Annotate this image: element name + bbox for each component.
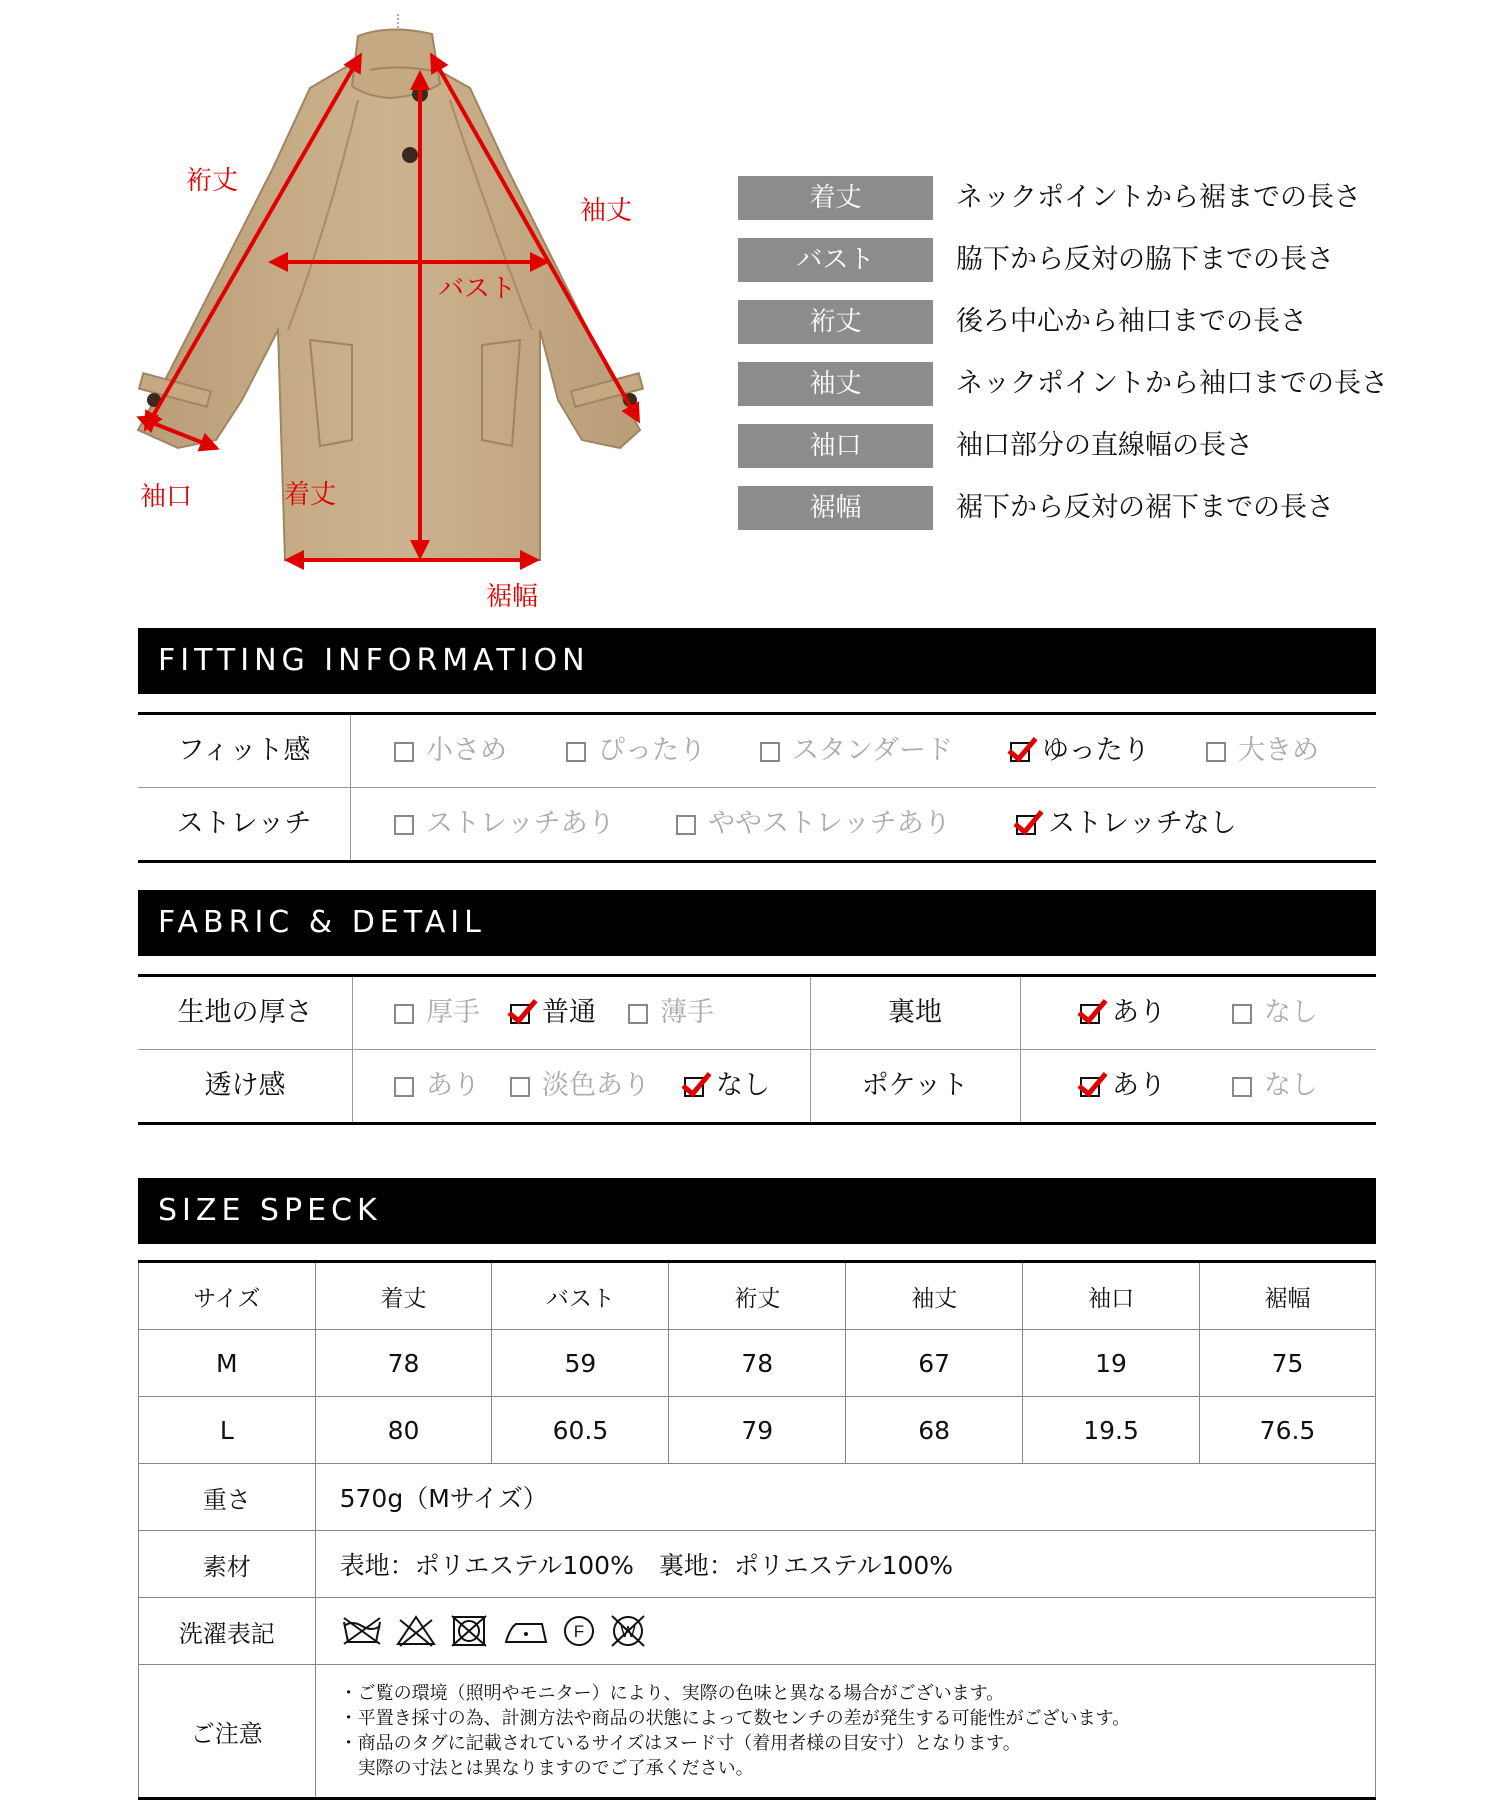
legend-key: 袖丈 — [738, 362, 933, 406]
fabric-header: FABRIC & DETAIL — [138, 890, 1376, 956]
header-cell: 着丈 — [315, 1262, 492, 1330]
header-cell: 裾幅 — [1200, 1262, 1376, 1330]
note-line: ・平置き採寸の為、計測方法や商品の状態によって数センチの差が発生する可能性がございます。 — [339, 1708, 1131, 1729]
notes-label: ご注意 — [139, 1665, 316, 1799]
legend-desc: ネックポイントから裾までの長さ — [956, 182, 1361, 213]
header-cell: 袖丈 — [846, 1262, 1023, 1330]
lining-option-yes[interactable]: あり — [1080, 977, 1166, 1049]
care-icons — [315, 1598, 1375, 1665]
no-tumble-dry-icon — [448, 1614, 492, 1648]
coat-illustration — [120, 0, 680, 620]
value-cell: 75 — [1200, 1330, 1376, 1397]
label-sodetake: 袖丈 — [580, 196, 633, 226]
thickness-row — [138, 977, 1376, 1050]
fit-option-loose[interactable]: ゆったり — [1010, 715, 1150, 787]
dry-clean-f-icon — [560, 1614, 598, 1648]
table-row — [139, 1397, 1376, 1464]
size-table — [138, 1260, 1376, 1800]
svg-text:W: W — [620, 1624, 636, 1641]
material-value: 表地：ポリエステル100% 裏地：ポリエステル100% — [315, 1531, 1375, 1598]
notes-text — [315, 1665, 1375, 1799]
no-wash-icon — [340, 1614, 384, 1648]
legend-key: 裾幅 — [738, 486, 933, 530]
value-cell: 80 — [315, 1397, 492, 1464]
size-table-header — [139, 1262, 1376, 1330]
stretch-option-none[interactable]: ストレッチなし — [1016, 788, 1237, 860]
care-label: 洗濯表記 — [139, 1598, 316, 1665]
legend-desc: 袖口部分の直線幅の長さ — [956, 430, 1253, 461]
size-cell: L — [139, 1397, 316, 1464]
lining-option-no[interactable]: なし — [1232, 977, 1318, 1049]
low-iron-icon — [502, 1614, 550, 1648]
sheer-row — [138, 1050, 1376, 1122]
legend-row — [738, 238, 1458, 282]
value-cell: 67 — [846, 1330, 1023, 1397]
thickness-option-normal[interactable]: 普通 — [510, 977, 596, 1049]
legend-desc: ネックポイントから袖口までの長さ — [956, 368, 1388, 399]
label-susohaba: 裾幅 — [486, 582, 539, 612]
legend-row — [738, 424, 1458, 468]
stretch-row — [138, 788, 1376, 860]
legend-key: バスト — [738, 238, 933, 282]
legend-desc: 後ろ中心から袖口までの長さ — [956, 306, 1307, 337]
value-cell: 19 — [1023, 1330, 1200, 1397]
value-cell: 76.5 — [1200, 1397, 1376, 1464]
stretch-option-slight[interactable]: ややストレッチあり — [676, 788, 951, 860]
fit-option-large[interactable]: 大きめ — [1206, 715, 1319, 787]
legend-key: 袖口 — [738, 424, 933, 468]
legend-row — [738, 176, 1458, 220]
sheer-option-light-color[interactable]: 淡色あり — [510, 1050, 650, 1122]
notes-row — [139, 1665, 1376, 1799]
fitting-header: FITTING INFORMATION — [138, 628, 1376, 694]
legend-row — [738, 486, 1458, 530]
fit-label: フィット感 — [177, 735, 311, 766]
header-cell: バスト — [492, 1262, 669, 1330]
label-sodeguchi: 袖口 — [140, 482, 193, 512]
thickness-option-thick[interactable]: 厚手 — [394, 977, 480, 1049]
header-cell: 裄丈 — [669, 1262, 846, 1330]
weight-label: 重さ — [139, 1464, 316, 1531]
fit-row — [138, 715, 1376, 788]
value-cell: 59 — [492, 1330, 669, 1397]
pocket-option-no[interactable]: なし — [1232, 1050, 1318, 1122]
legend-desc: 脇下から反対の脇下までの長さ — [956, 244, 1334, 275]
header-cell: サイズ — [139, 1262, 316, 1330]
note-line: ・商品のタグに記載されているサイズはヌード寸（着用者様の目安寸）となります。 — [339, 1733, 1021, 1754]
value-cell: 78 — [669, 1330, 846, 1397]
legend-row — [738, 362, 1458, 406]
pocket-option-yes[interactable]: あり — [1080, 1050, 1166, 1122]
sheer-option-no[interactable]: なし — [684, 1050, 770, 1122]
no-wet-clean-icon — [608, 1614, 648, 1648]
label-yukitake: 裄丈 — [186, 166, 239, 196]
value-cell: 19.5 — [1023, 1397, 1200, 1464]
legend-key: 着丈 — [738, 176, 933, 220]
legend-row — [738, 300, 1458, 344]
label-bust: バスト — [438, 274, 517, 304]
thickness-label: 生地の厚さ — [177, 997, 313, 1028]
thickness-option-thin[interactable]: 薄手 — [628, 977, 714, 1049]
svg-text:F: F — [573, 1622, 584, 1641]
legend-key: 裄丈 — [738, 300, 933, 344]
fit-option-standard[interactable]: スタンダード — [760, 715, 953, 787]
no-bleach-icon — [394, 1614, 438, 1648]
fit-option-small[interactable]: 小さめ — [394, 715, 507, 787]
value-cell: 78 — [315, 1330, 492, 1397]
label-kitake: 着丈 — [284, 480, 337, 510]
stretch-option-yes[interactable]: ストレッチあり — [394, 788, 615, 860]
lining-label: 裏地 — [888, 997, 942, 1028]
legend-desc: 裾下から反対の裾下までの長さ — [956, 492, 1334, 523]
note-line: ・ご覧の環境（照明やモニター）により、実際の色味と異なる場合がございます。 — [339, 1683, 1005, 1704]
sheer-label: 透け感 — [204, 1070, 286, 1101]
fit-option-just[interactable]: ぴったり — [566, 715, 706, 787]
note-line: 実際の寸法とは異なりますのでご了承ください。 — [339, 1758, 754, 1779]
weight-row — [139, 1464, 1376, 1531]
size-header: SIZE SPECK — [138, 1178, 1376, 1244]
pocket-label: ポケット — [861, 1070, 969, 1101]
header-cell: 袖口 — [1023, 1262, 1200, 1330]
value-cell: 79 — [669, 1397, 846, 1464]
stretch-label: ストレッチ — [176, 808, 312, 839]
care-row — [139, 1598, 1376, 1665]
weight-value: 570g（Mサイズ） — [315, 1464, 1375, 1531]
fitting-table — [138, 712, 1376, 863]
fabric-table — [138, 974, 1376, 1125]
coat-diagram — [120, 0, 680, 620]
material-label: 素材 — [139, 1531, 316, 1598]
value-cell: 60.5 — [492, 1397, 669, 1464]
value-cell: 68 — [846, 1397, 1023, 1464]
size-cell: M — [139, 1330, 316, 1397]
sheer-option-yes[interactable]: あり — [394, 1050, 480, 1122]
material-row — [139, 1531, 1376, 1598]
table-row — [139, 1330, 1376, 1397]
